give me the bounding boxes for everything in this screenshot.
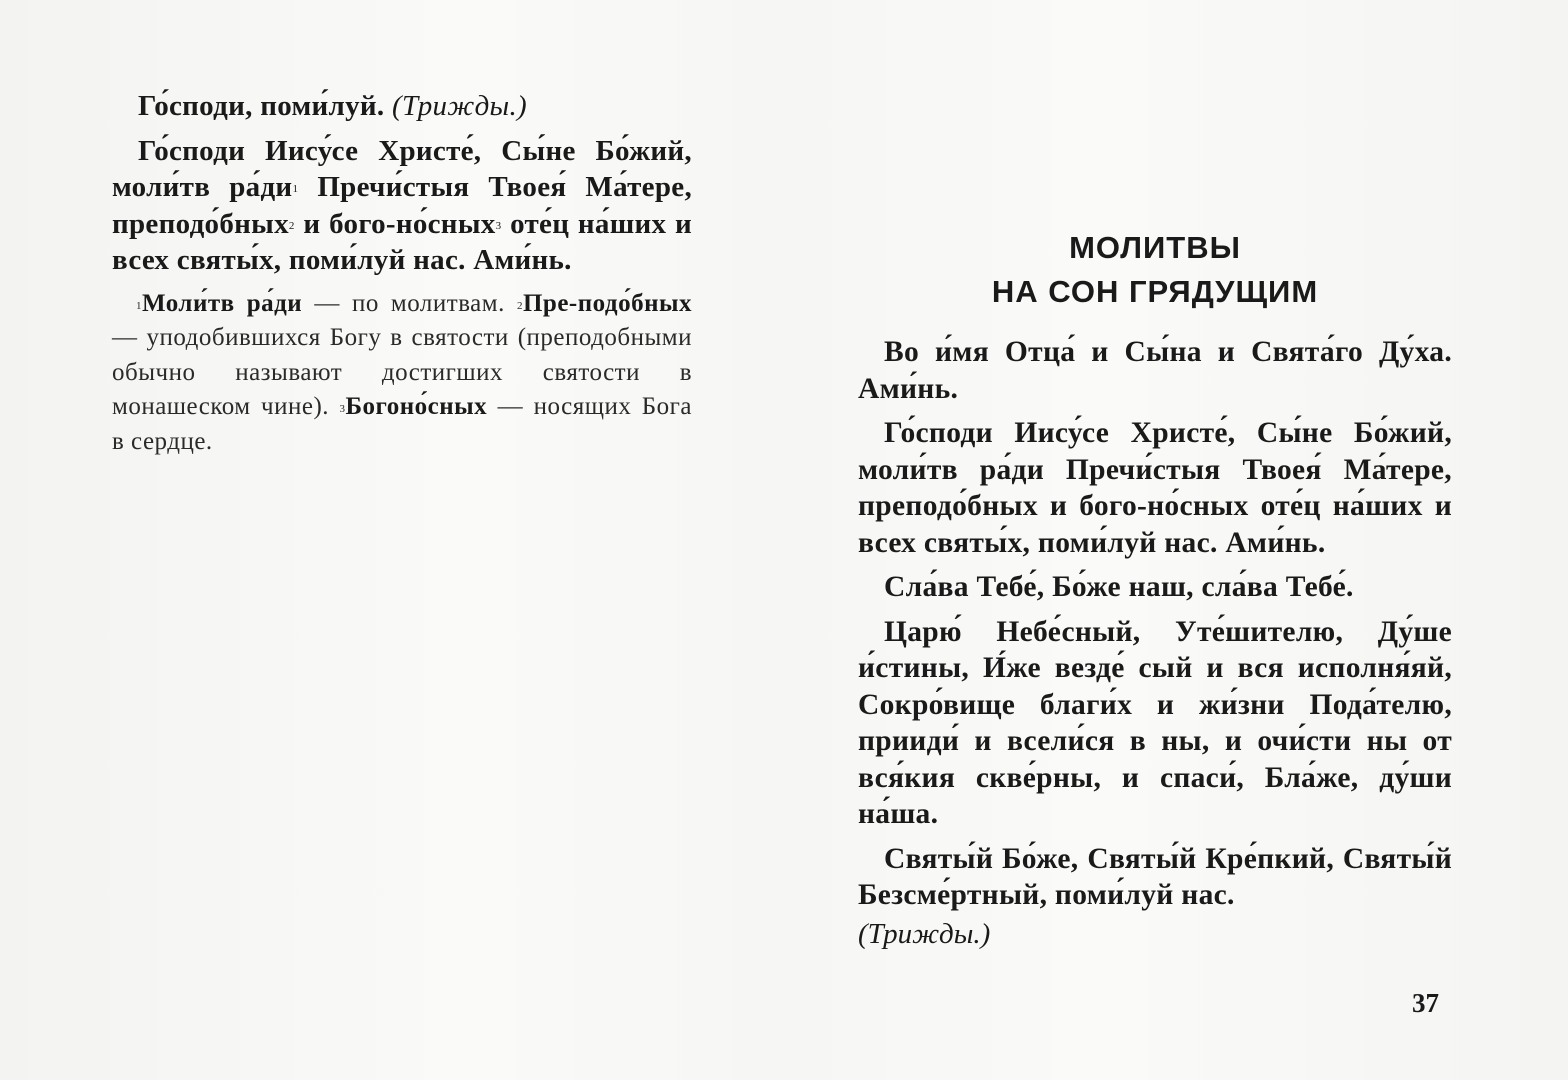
jesus-prayer: Го́споди Иису́се Христе́, Сы́не Бо́жий, моли́тв ра́ди Пречи́стыя Твоея́ Ма́тере, преподо́бных и бого-но́сных оте́ц на́ших и всех святы́х, поми́луй нас. Ами́нь. xyxy=(858,417,1452,559)
footnote-text-2: — уподобившихся Богу в святости (преподобными обычно называют достигших святости в монашеском чине). xyxy=(112,324,692,420)
section-heading xyxy=(858,226,1452,314)
footnote-term-1: Моли́тв ра́ди xyxy=(142,289,303,317)
heavenly-king-prayer: Царю́ Небе́сный, Уте́шителю, Ду́ше и́стины, И́же везде́ сый и вся исполня́яй, Сокро́вище благи́х и жи́зни Пода́телю, прииди́ и всели́ся в ны, и очи́сти ны от вся́кия скве́рны, и спаси́, Бла́же, ду́ши на́ша. xyxy=(858,615,1452,830)
footnotes xyxy=(112,287,692,460)
heading-line-1: МОЛИТВЫ xyxy=(1069,230,1241,265)
footnote-text-3: — носящих Бога в сердце. xyxy=(112,393,692,455)
thrice-note: (Трижды.) xyxy=(392,90,528,122)
footnote-ref-3: 3 xyxy=(495,219,502,232)
trisagion-prayer: Святы́й Бо́же, Святы́й Кре́пкий, Святы́й Безсме́ртный, поми́луй нас. xyxy=(858,842,1452,911)
thrice-note: (Трижды.) xyxy=(858,917,991,950)
prayer-text-part: Го́споди Иису́се Христе́, Сы́не Бо́жий, моли́тв ра́ди xyxy=(112,134,692,203)
glory-to-thee: Сла́ва Тебе́, Бо́же наш, сла́ва Тебе́. xyxy=(884,571,1354,603)
footnote-number-3: 3 xyxy=(339,403,346,415)
footnote-number-1: 1 xyxy=(136,299,142,312)
footnote-term-2: Пре-подо́бных xyxy=(522,289,692,317)
footnote-ref-2: 2 xyxy=(288,219,295,232)
footnote-ref-1: 1 xyxy=(292,183,299,195)
prayer-text: Го́споди, поми́луй. xyxy=(138,90,385,122)
prayer-text-part: Пречи́стыя Твоея́ Ма́тере, преподо́бных xyxy=(112,171,692,240)
footnote-text-1: — по молитвам. xyxy=(302,289,517,317)
prayer-in-the-name: Во и́мя Отца́ и Сы́на и Свята́го Ду́ха. Ами́нь. xyxy=(858,336,1452,405)
jesus-prayer xyxy=(112,133,692,279)
prayer-text-part: оте́ц на́ших и всех святы́х, поми́луй нас. Ами́нь. xyxy=(112,207,692,276)
heading-line-2: НА СОН ГРЯДУЩИМ xyxy=(991,274,1319,309)
right-page xyxy=(858,226,1452,952)
left-page xyxy=(112,88,692,459)
footnote-number-2: 2 xyxy=(516,299,523,312)
prayer-lord-have-mercy xyxy=(112,88,692,125)
prayer-text-part: и бого-но́сных xyxy=(294,207,496,240)
footnote-term-3: Богоно́сных xyxy=(345,393,488,420)
page-number: 37 xyxy=(1412,988,1439,1018)
